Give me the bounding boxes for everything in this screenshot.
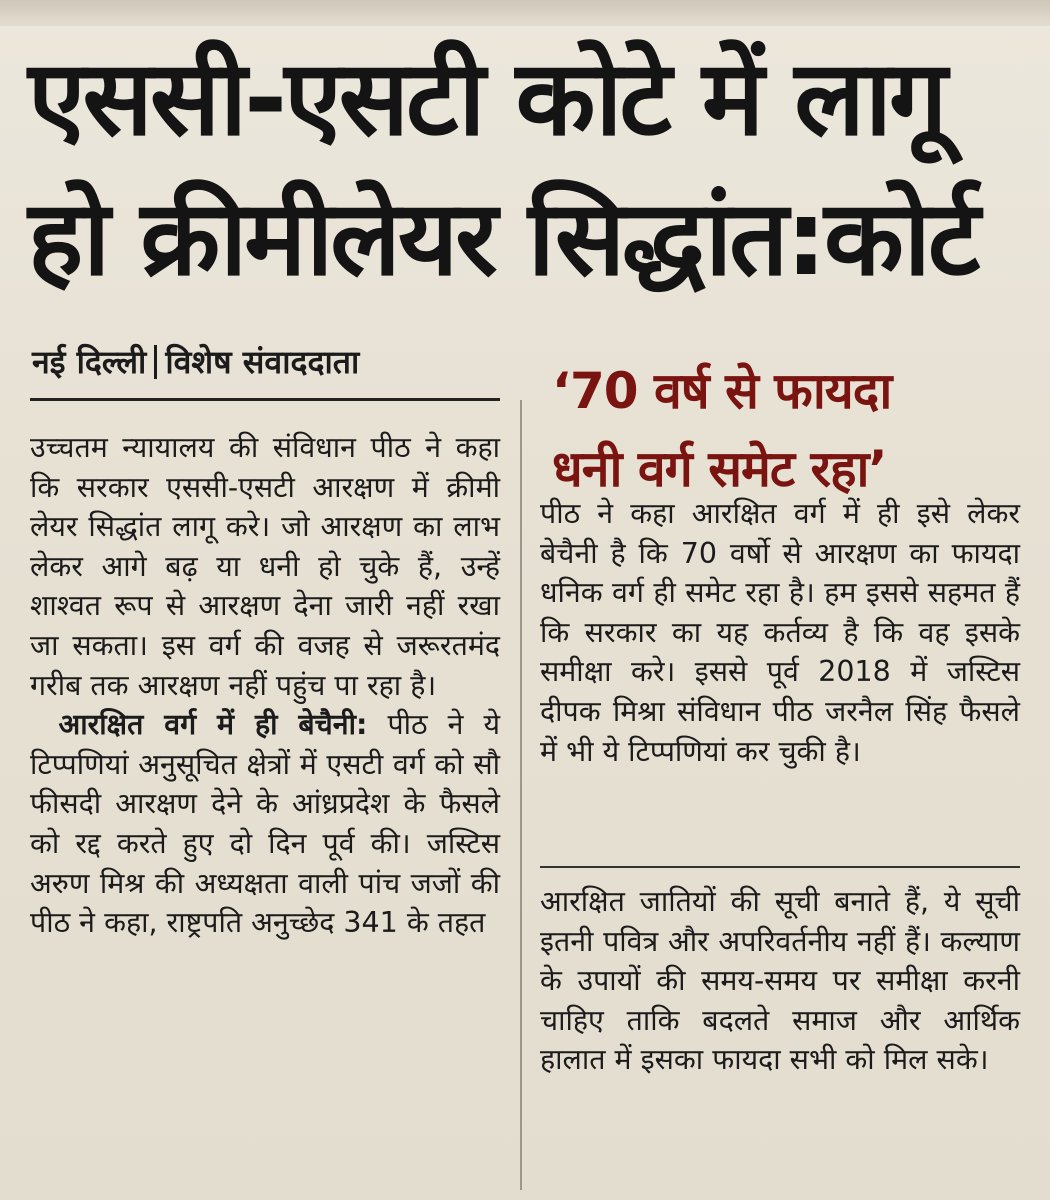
column-divider	[520, 400, 522, 1190]
right-column-rule	[540, 866, 1020, 868]
dateline-rule	[30, 398, 500, 401]
headline-line-1: एससी-एसटी कोटे में लागू	[28, 37, 945, 159]
dateline	[32, 340, 532, 384]
right-column-top	[540, 494, 1020, 771]
left-paragraph-2-text: पीठ ने ये टिप्पणियां अनुसूचित क्षेत्रों में एसटी वर्ग को सौ फीसदी आरक्षण देने के आंध्रप्रदेश के फैसले को रद्द करते हुए दो दिन पूर्व की। जस्टिस अरुण मिश्र की अध्यक्षता वाली पांच जजों की पीठ ने कहा, राष्ट्रपति अनुच्छेद 341 के तहत	[30, 708, 500, 940]
right-subhead-line-1: ‘70 वर्ष से फायदा	[552, 362, 892, 420]
right-column-bottom	[540, 882, 1020, 1080]
right-paragraph-2: आरक्षित जातियों की सूची बनाते हैं, ये सूची इतनी पवित्र और अपरिवर्तनीय नहीं हैं। कल्याण के उपायों की समय-समय पर समीक्षा करनी चाहिए ताकि बदलते समाज और आर्थिक हालात में इसका फायदा सभी को मिल सके।	[540, 885, 1020, 1077]
dateline-place: नई दिल्ली	[32, 343, 147, 381]
dateline-byline: विशेष संवाददाता	[165, 343, 360, 381]
headline-line-2: हो क्रीमीलेयर सिद्धांत:कोर्ट	[28, 177, 978, 299]
left-subheading: आरक्षित वर्ग में ही बेचैनी:	[58, 708, 368, 742]
right-subhead	[552, 352, 1032, 508]
headline	[28, 28, 1028, 308]
right-paragraph-1: पीठ ने कहा आरक्षित वर्ग में ही इसे लेकर बेचैनी है कि 70 वर्षो से आरक्षण का फायदा धनिक वर्ग ही समेट रहा है। हम इससे सहमत हैं कि सरकार का यह कर्तव्य है कि वह इसके समीक्षा करे। इससे पूर्व 2018 में जस्टिस दीपक मिश्रा संविधान पीठ जरनैल सिंह फैसले में भी ये टिप्पणियां कर चुकी है।	[540, 497, 1020, 768]
left-column	[30, 428, 500, 943]
dateline-separator	[154, 345, 157, 379]
page-edge	[0, 0, 1050, 26]
right-subhead-line-2: धनी वर्ग समेट रहा’	[552, 440, 887, 498]
left-paragraph-2	[30, 705, 500, 943]
left-paragraph-1: उच्चतम न्यायालय की संविधान पीठ ने कहा कि सरकार एससी-एसटी आरक्षण में क्रीमी लेयर सिद्धांत लागू करे। जो आरक्षण का लाभ लेकर आगे बढ़ या धनी हो चुके हैं, उन्हें शाश्वत रूप से आरक्षण देना जारी नहीं रखा जा सकता। इस वर्ग की वजह से जरूरतमंद गरीब तक आरक्षण नहीं पहुंच पा रहा है।	[30, 431, 500, 702]
